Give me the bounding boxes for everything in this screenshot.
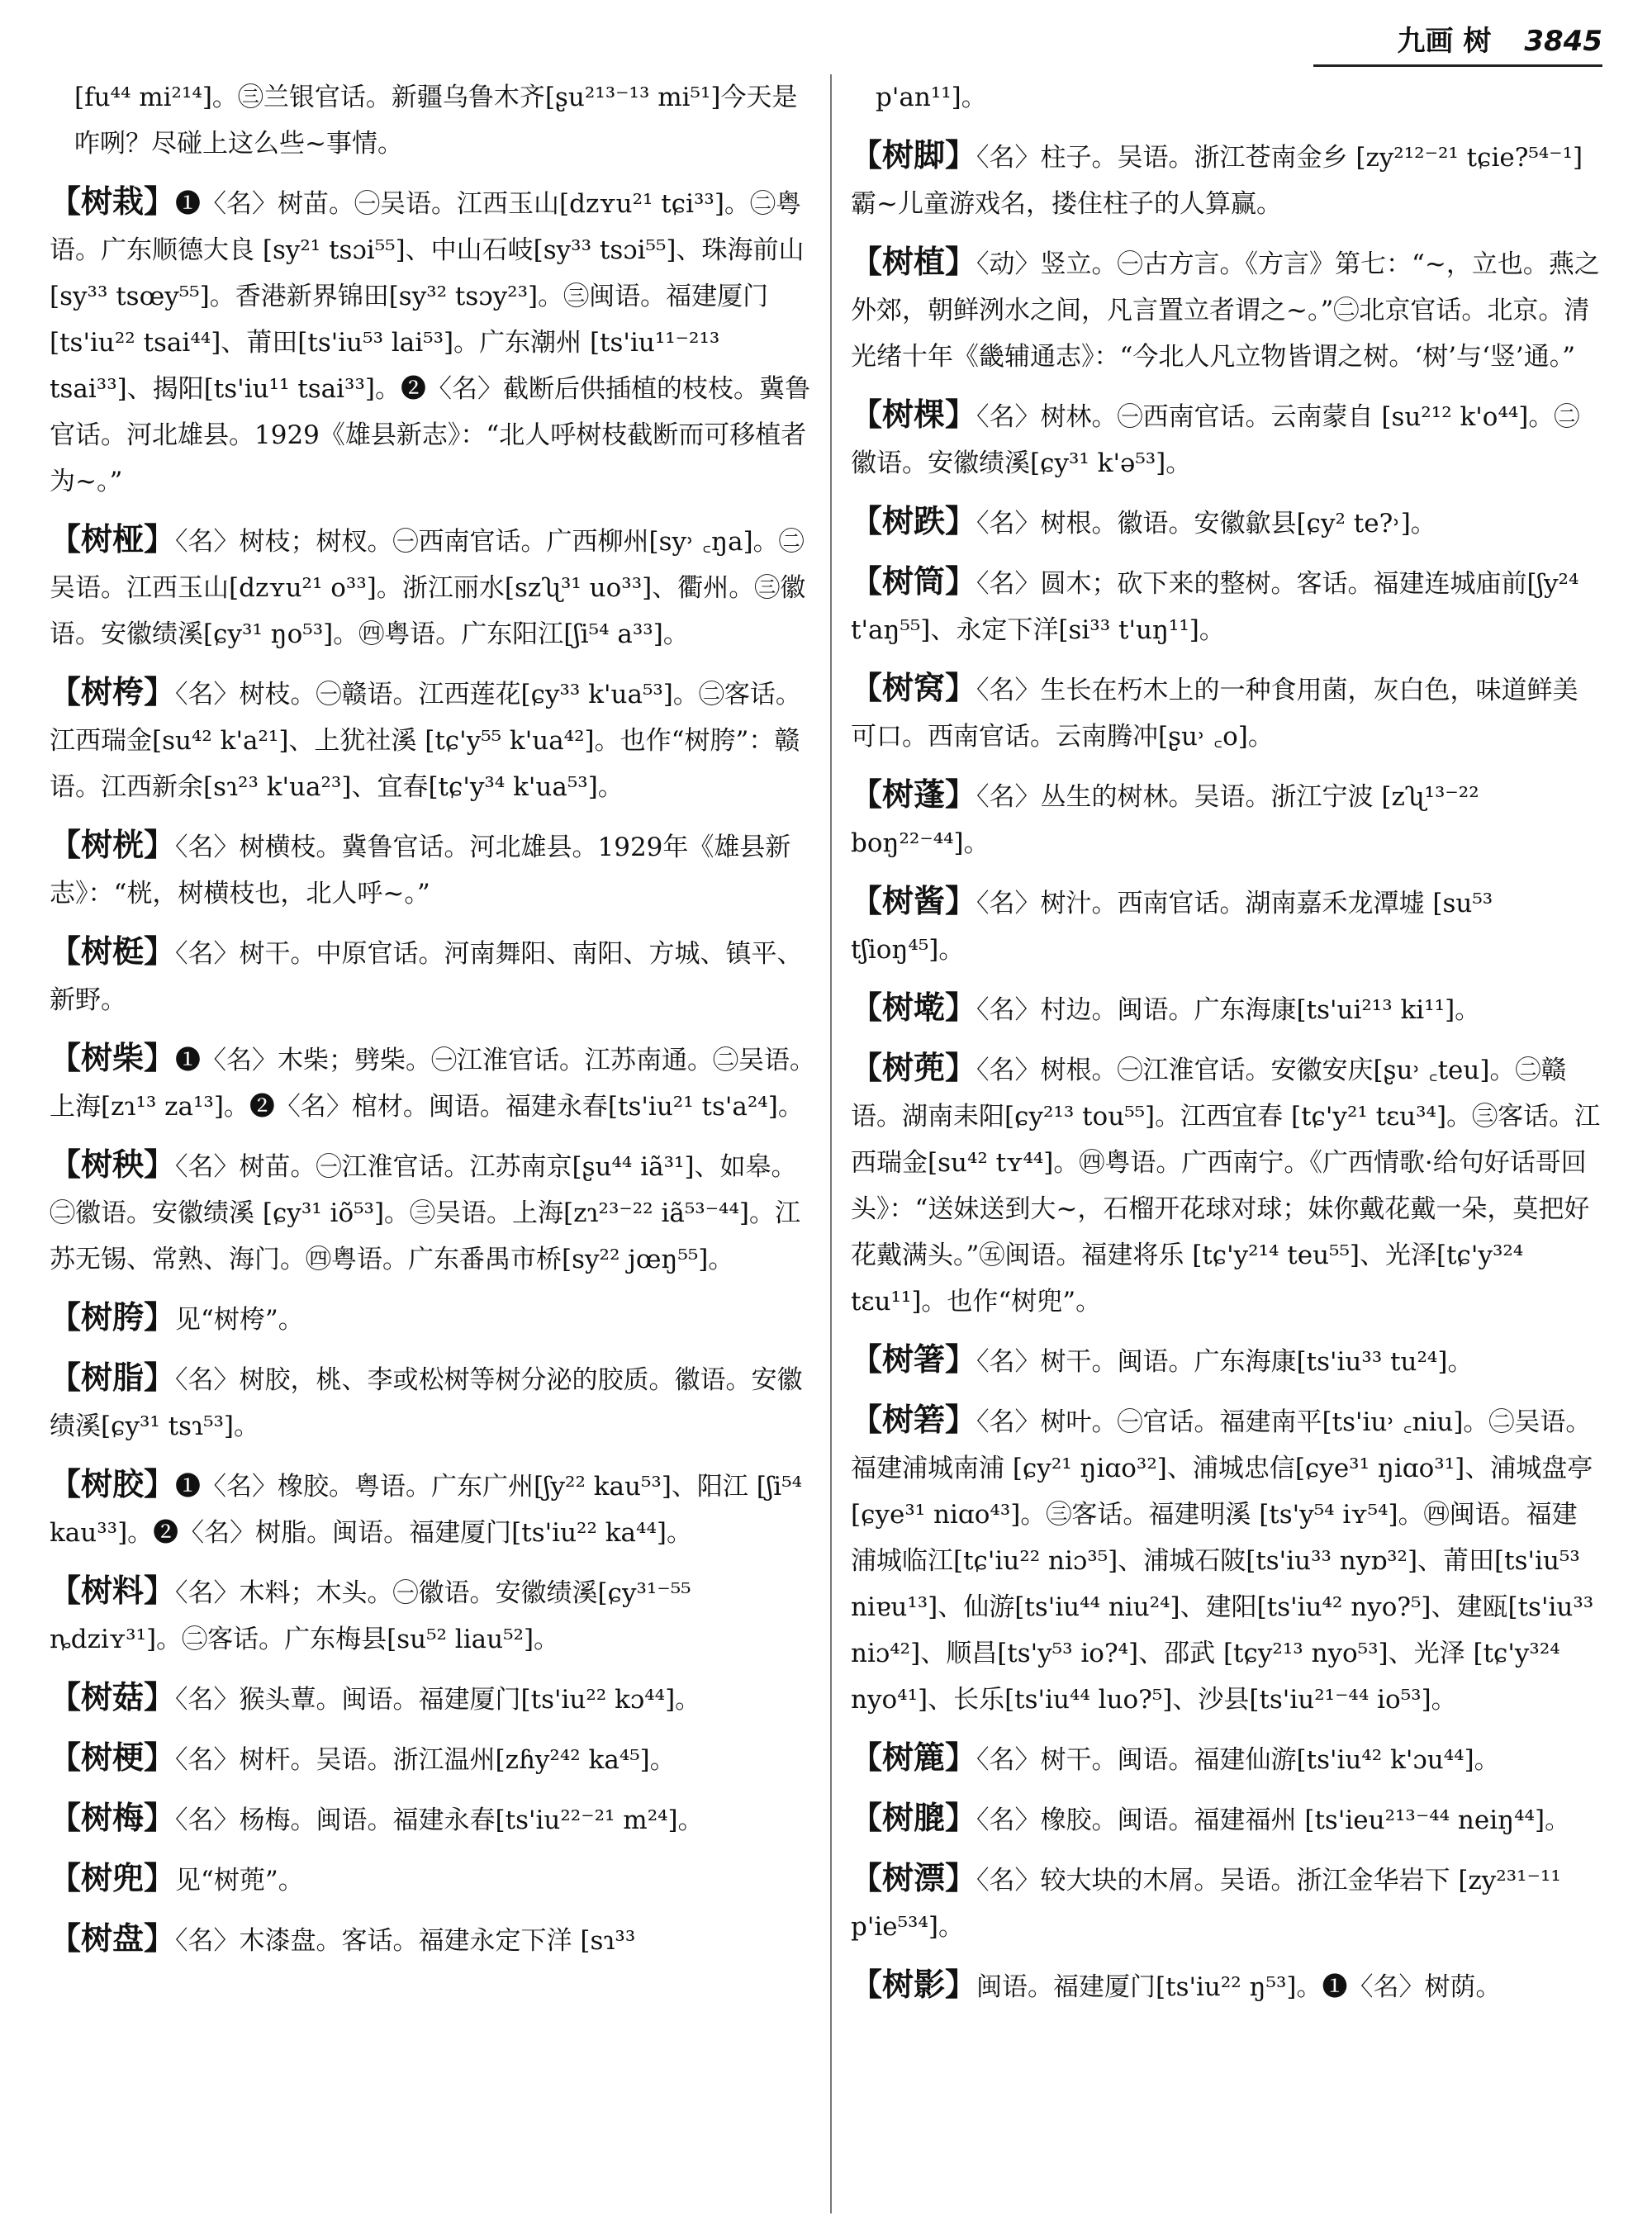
entry-headword: 【树跌】 [851, 502, 977, 539]
entry-definition: 〈名〉树根。徽语。安徽歙县[ɕy² te?˒]。 [976, 509, 1436, 539]
dictionary-entry [851, 558, 1602, 653]
entry-headword: 【树脚】 [851, 136, 977, 173]
entry-definition: ❶〈名〉橡胶。粤语。广东广州[ʃy²² kau⁵³]、阳江 [ʃi⁵⁴ kau³³]。❷〈名〉树脂。闽语。福建厦门[ts'iu²² ka⁴⁴]。 [50, 1472, 803, 1548]
dictionary-entry [50, 669, 818, 810]
dictionary-entry [50, 1795, 818, 1843]
entry-definition: 〈名〉树杆。吴语。浙江温州[zɦy²⁴² ka⁴⁵]。 [175, 1745, 676, 1775]
entry-headword: 【树墘】 [851, 989, 977, 1026]
entry-headword: 【树漂】 [851, 1859, 977, 1896]
entry-headword: 【树酱】 [851, 882, 977, 919]
entry-headword: 【树脂】 [50, 1359, 176, 1396]
entry-headword: 【树桄】 [50, 826, 176, 863]
dictionary-entry [50, 928, 818, 1023]
entry-headword: 【树影】 [851, 1966, 977, 2003]
entry-definition: 〈名〉木料；木头。㊀徽语。安徽绩溪[ɕy³¹⁻⁵⁵ ȵdziʏ³¹]。㊁客话。广东梅县[su⁵² liau⁵²]。 [50, 1578, 691, 1654]
entry-definition: [fu⁴⁴ mi²¹⁴]。㊂兰银官话。新疆乌鲁木齐[ʂu²¹³⁻¹³ mi⁵¹]今天是咋咧？尽碰上这么些~事情。 [74, 83, 798, 159]
entry-headword: 【树盘】 [50, 1919, 176, 1957]
entry-headword: 【树胯】 [50, 1298, 176, 1336]
dictionary-entry [50, 1355, 818, 1450]
entry-headword: 【树箸】 [851, 1340, 977, 1378]
entry-definition: 〈名〉树根。㊀江淮官话。安徽安庆[ʂu˒ ꜀teu]。㊁赣语。湖南耒阳[ɕy²¹³ tou⁵⁵]。江西宜春 [tɕ'y²¹ tɛu³⁴]。㊂客话。江西瑞金[su⁴² tʏ⁴⁴]。㊃粤语。广西南宁。《广西情歌·给句好话哥回头》：“送妹送到大~，石榴开花球对球；妹你戴花戴一朵，莫把好花戴满头。”㊄闽语。福建将乐 [tɕ'y²¹⁴ teu⁵⁵]、光泽[tɕ'y³²⁴ tɛu¹¹]。也作“树兜”。 [851, 1056, 1601, 1317]
left-column [50, 74, 818, 2222]
entry-headword: 【树菇】 [50, 1678, 176, 1715]
dictionary-entry [851, 239, 1602, 380]
entry-headword: 【树秧】 [50, 1146, 176, 1183]
entry-headword: 【树梗】 [50, 1739, 176, 1776]
dictionary-entry [851, 878, 1602, 973]
entry-definition: 〈名〉村边。闽语。广东海康[ts'ui²¹³ ki¹¹]。 [976, 995, 1481, 1025]
entry-definition: ❶〈名〉树苗。㊀吴语。江西玉山[dzʏu²¹ tɕi³³]。㊁粤语。广东顺德大良 [sy²¹ tsɔi⁵⁵]、中山石岐[sy³³ tsɔi⁵⁵]、珠海前山 [sy³³ tsœy⁵⁵]。香港新界锦田[sy³² tsɔy²³]。㊂闽语。福建厦门[ts'iu²² tsai⁴⁴]、莆田[ts'iu⁵³ lai⁵³]。广东潮州 [ts'iu¹¹⁻²¹³ tsai³³]、揭阳[ts'iu¹¹ tsai³³]。❷〈名〉截断后供插植的枝枝。冀鲁官话。河北雄县。1929《雄县新志》：“北人呼树枝截断而可移植者为~。” [50, 189, 810, 496]
entry-definition: 〈名〉杨梅。闽语。福建永春[ts'iu²²⁻²¹ m²⁴]。 [175, 1805, 704, 1835]
entry-headword: 【树梅】 [50, 1799, 176, 1836]
entry-definition: 〈名〉较大块的木屑。吴语。浙江金华岩下 [zy²³¹⁻¹¹ p'ie⁵³⁴]。 [851, 1866, 1561, 1942]
dictionary-entry [50, 516, 818, 657]
entry-headword: 【树植】 [851, 243, 977, 280]
dictionary-entry [50, 822, 818, 917]
dictionary-entry [851, 74, 1602, 121]
entry-headword: 【树兜】 [50, 1859, 176, 1896]
entry-headword: 【树窝】 [851, 669, 977, 706]
entry-definition: 见“树蔸”。 [175, 1866, 304, 1896]
entry-definition: ❶〈名〉木柴；劈柴。㊀江淮官话。江苏南通。㊁吴语。上海[zɿ¹³ za¹³]。❷〈名〉棺材。闽语。福建永春[ts'iu²¹ ts'a²⁴]。 [50, 1046, 816, 1122]
column-divider [830, 74, 832, 2213]
entry-definition: 〈名〉圆木；砍下来的整树。客话。福建连城庙前[ʃy²⁴ t'aŋ⁵⁵]、永定下洋[si³³ t'uŋ¹¹]。 [851, 569, 1579, 645]
dictionary-entry [851, 1962, 1602, 2010]
entry-headword: 【树梃】 [50, 932, 176, 970]
dictionary-entry [851, 771, 1602, 866]
entry-definition: 〈动〉竖立。㊀古方言。《方言》第七：“~，立也。燕之外郊，朝鲜洌水之间，凡言置立者谓之~。”㊁北京官话。北京。清光绪十年《畿辅通志》：“今北人凡立物皆谓之树。‘树’与‘竖’通。” [851, 249, 1600, 372]
entry-definition: 〈名〉树干。中原官话。河南舞阳、南阳、方城、镇平、新野。 [50, 939, 803, 1015]
header-rule [1313, 64, 1602, 67]
entry-definition: 〈名〉树干。闽语。广东海康[ts'iu³³ tu²⁴]。 [976, 1347, 1474, 1377]
entry-definition: 〈名〉树林。㊀西南官话。云南蒙自 [su²¹² k'o⁴⁴]。㊁徽语。安徽绩溪[ɕy³¹ k'ə⁵³]。 [851, 402, 1580, 478]
section-title: 九画 树 [1397, 25, 1492, 58]
entry-definition: 闽语。福建厦门[ts'iu²² ŋ⁵³]。❶〈名〉树荫。 [976, 1972, 1502, 2002]
dictionary-entry [50, 1734, 818, 1783]
entry-headword: 【树棵】 [851, 396, 977, 433]
entry-headword: 【树桠】 [50, 520, 176, 558]
dictionary-entry [851, 665, 1602, 760]
entry-headword: 【树胶】 [50, 1465, 176, 1502]
dictionary-entry [851, 391, 1602, 486]
entry-definition: 〈名〉丛生的树林。吴语。浙江宁波 [zʯ¹³⁻²² boŋ²²⁻⁴⁴]。 [851, 782, 1479, 858]
entry-definition: 〈名〉树汁。西南官话。湖南嘉禾龙潭墟 [su⁵³ tʃioŋ⁴⁵]。 [851, 889, 1493, 965]
dictionary-entry [851, 985, 1602, 1033]
dictionary-entry [50, 1294, 818, 1343]
entry-headword: 【树蔸】 [851, 1049, 977, 1086]
entry-definition: 〈名〉树枝；树杈。㊀西南官话。广西柳州[sy˒ ꜀ŋa]。㊁吴语。江西玉山[dzʏu²¹ o³³]。浙江丽水[szʯ³¹ uo³³]、衢州。㊂徽语。安徽绩溪[ɕy³¹ ŋo⁵³]。㊃粤语。广东阳江[ʃi⁵⁴ a³³]。 [50, 527, 806, 649]
entry-definition: 〈名〉树枝。㊀赣语。江西莲花[ɕy³³ k'ua⁵³]。㊁客话。江西瑞金[su⁴² k'a²¹]、上犹社溪 [tɕ'y⁵⁵ k'ua⁴²]。也作“树胯”：赣语。江西新余[sɿ²³ k'ua²³]、宜春[tɕ'y³⁴ k'ua⁵³]。 [50, 680, 801, 802]
entry-headword: 【树桍】 [50, 673, 176, 710]
dictionary-entry [851, 132, 1602, 227]
dictionary-entry [851, 498, 1602, 547]
entry-definition: 〈名〉树横枝。冀鲁官话。河北雄县。1929年《雄县新志》：“桄，树横枝也，北人呼~。” [50, 833, 791, 909]
entry-definition: p'an¹¹]。 [876, 83, 987, 112]
dictionary-entry [50, 1915, 818, 1964]
dictionary-entry [50, 1674, 818, 1723]
dictionary-entry [50, 1568, 818, 1663]
dictionary-entry [851, 1045, 1602, 1325]
entry-headword: 【树料】 [50, 1572, 176, 1609]
entry-headword: 【树蓬】 [851, 776, 977, 813]
dictionary-entry [50, 1855, 818, 1904]
entry-definition: 〈名〉木漆盘。客话。福建永定下洋 [sɿ³³ [175, 1926, 636, 1956]
entry-definition: 〈名〉树胶，桃、李或松树等树分泌的胶质。徽语。安徽绩溪[ɕy³¹ tsɿ⁵³]。 [50, 1365, 803, 1441]
entry-definition: 〈名〉树干。闽语。福建仙游[ts'iu⁴² k'ɔu⁴⁴]。 [976, 1745, 1500, 1775]
dictionary-entry [50, 178, 818, 505]
entry-headword: 【树膍】 [851, 1799, 977, 1836]
entry-headword: 【树箬】 [851, 1401, 977, 1438]
dictionary-entry [851, 1734, 1602, 1783]
entry-headword: 【树柴】 [50, 1039, 176, 1076]
entry-definition: 〈名〉生长在朽木上的一种食用菌，灰白色，味道鲜美可口。西南官话。云南腾冲[ʂu˒ ꜀o]。 [851, 676, 1578, 752]
dictionary-entry [50, 1141, 818, 1283]
entry-definition: 〈名〉猴头蕈。闽语。福建厦门[ts'iu²² kɔ⁴⁴]。 [175, 1685, 701, 1715]
page-number: 3845 [1524, 25, 1602, 58]
entry-definition: 〈名〉橡胶。闽语。福建福州 [ts'ieu²¹³⁻⁴⁴ neiŋ⁴⁴]。 [976, 1805, 1571, 1835]
entry-headword: 【树簏】 [851, 1739, 977, 1776]
page-header [1313, 18, 1602, 64]
entry-definition: 见“树桍”。 [175, 1305, 304, 1335]
entry-definition: 〈名〉树苗。㊀江淮官话。江苏南京[ʂu⁴⁴ iã³¹]、如皋。㊁徽语。安徽绩溪 [ɕy³¹ iõ⁵³]。㊂吴语。上海[zɿ²³⁻²² iã⁵³⁻⁴⁴]。江苏无锡、常熟、海门。㊃粤语。广东番禺市桥[sy²² jœŋ⁵⁵]。 [50, 1152, 801, 1274]
entry-headword: 【树筒】 [851, 562, 977, 600]
right-column [851, 74, 1602, 2222]
entry-headword: 【树栽】 [50, 183, 176, 220]
dictionary-entry [851, 1795, 1602, 1843]
dictionary-entry [50, 1461, 818, 1556]
dictionary-entry [851, 1397, 1602, 1723]
dictionary-entry [851, 1336, 1602, 1385]
dictionary-entry [851, 1855, 1602, 1950]
dictionary-entry [50, 74, 818, 167]
entry-definition: 〈名〉柱子。吴语。浙江苍南金乡 [zy²¹²⁻²¹ tɕie?⁵⁴⁻¹]霸~儿童游戏名，搂住柱子的人算赢。 [851, 143, 1583, 219]
entry-definition: 〈名〉树叶。㊀官话。福建南平[ts'iu˒ ꜀niu]。㊁吴语。福建浦城南浦 [ɕy²¹ ŋiɑo³²]、浦城忠信[ɕye³¹ ŋiɑo³¹]、浦城盘亭 [ɕye³¹ niɑo⁴³]。㊂客话。福建明溪 [ts'y⁵⁴ iʏ⁵⁴]。㊃闽语。福建浦城临江[tɕ'iu²² niɔ³⁵]、浦城石陂[ts'iu³³ nyɒ³²]、莆田[ts'iu⁵³ niɐu¹³]、仙游[ts'iu⁴⁴ niu²⁴]、建阳[ts'iu⁴² nyo?⁵]、建瓯[ts'iu³³ niɔ⁴²]、顺昌[ts'y⁵³ io?⁴]、邵武 [tɕy²¹³ nyo⁵³]、光泽 [tɕ'y³²⁴ nyo⁴¹]、长乐[ts'iu⁴⁴ luo?⁵]、沙县[ts'iu²¹⁻⁴⁴ io⁵³]。 [851, 1407, 1594, 1715]
dictionary-entry [50, 1035, 818, 1130]
